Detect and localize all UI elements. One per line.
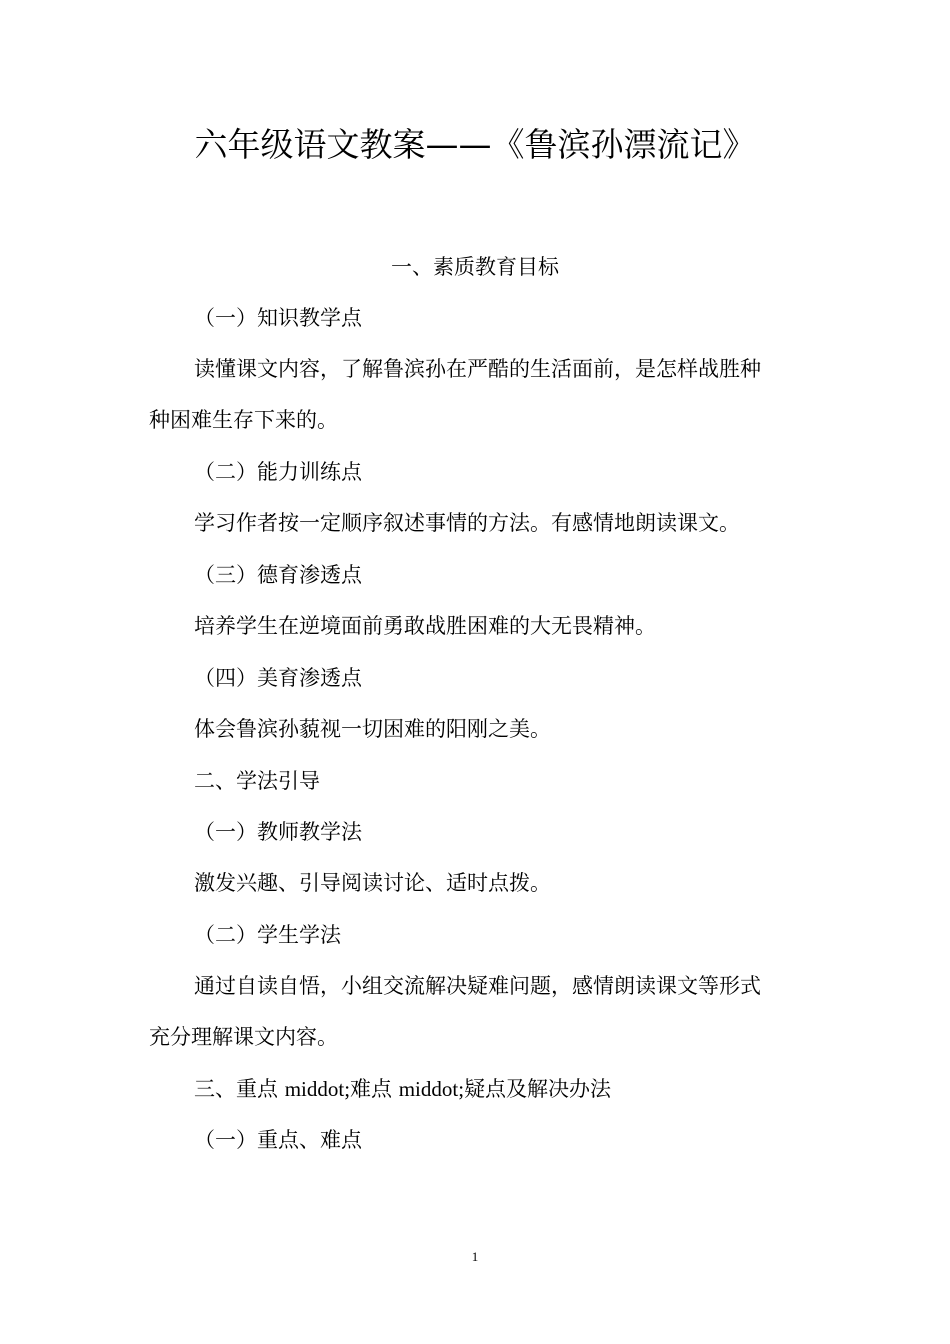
subheading-aesthetic: （四）美育渗透点 — [194, 666, 362, 690]
page-number: 1 — [471, 1249, 479, 1264]
subheading-key-points: （一）重点、难点 — [194, 1128, 362, 1152]
subheading-student-method: （二）学生学法 — [194, 923, 341, 947]
heading-3-part-5: 疑点及解决办法 — [464, 1077, 612, 1101]
document-title: 六年级语文教案——《鲁滨孙漂流记》 — [194, 125, 756, 164]
paragraph-ability: 学习作者按一定顺序叙述事情的方法。有感情地朗读课文。 — [194, 511, 740, 535]
paragraph-moral: 培养学生在逆境面前勇敢战胜困难的大无畏精神。 — [194, 614, 656, 638]
section-heading-1: 一、素质教育目标 — [391, 255, 559, 279]
section-heading-3 — [194, 1074, 611, 1104]
paragraph-student-method-line-2: 充分理解课文内容。 — [149, 1025, 338, 1049]
heading-3-middot-2: middot; — [398, 1077, 465, 1101]
subheading-teacher-method: （一）教师教学法 — [194, 820, 362, 844]
paragraph-knowledge-line-1: 读懂课文内容，了解鲁滨孙在严酷的生活面前，是怎样战胜种 — [194, 357, 761, 381]
paragraph-aesthetic: 体会鲁滨孙藐视一切困难的阳刚之美。 — [194, 717, 551, 741]
paragraph-student-method-line-1: 通过自读自悟，小组交流解决疑难问题，感情朗读课文等形式 — [194, 974, 761, 998]
subheading-knowledge: （一）知识教学点 — [194, 306, 362, 330]
heading-3-part-1: 三、重点 — [194, 1077, 285, 1101]
heading-3-part-3: 难点 — [350, 1077, 399, 1101]
paragraph-knowledge-line-2: 种困难生存下来的。 — [149, 408, 338, 432]
heading-3-middot-1: middot; — [284, 1077, 351, 1101]
subheading-ability: （二）能力训练点 — [194, 460, 362, 484]
section-heading-2: 二、学法引导 — [194, 769, 320, 793]
paragraph-teacher-method: 激发兴趣、引导阅读讨论、适时点拨。 — [194, 871, 551, 895]
subheading-moral: （三）德育渗透点 — [194, 563, 362, 587]
